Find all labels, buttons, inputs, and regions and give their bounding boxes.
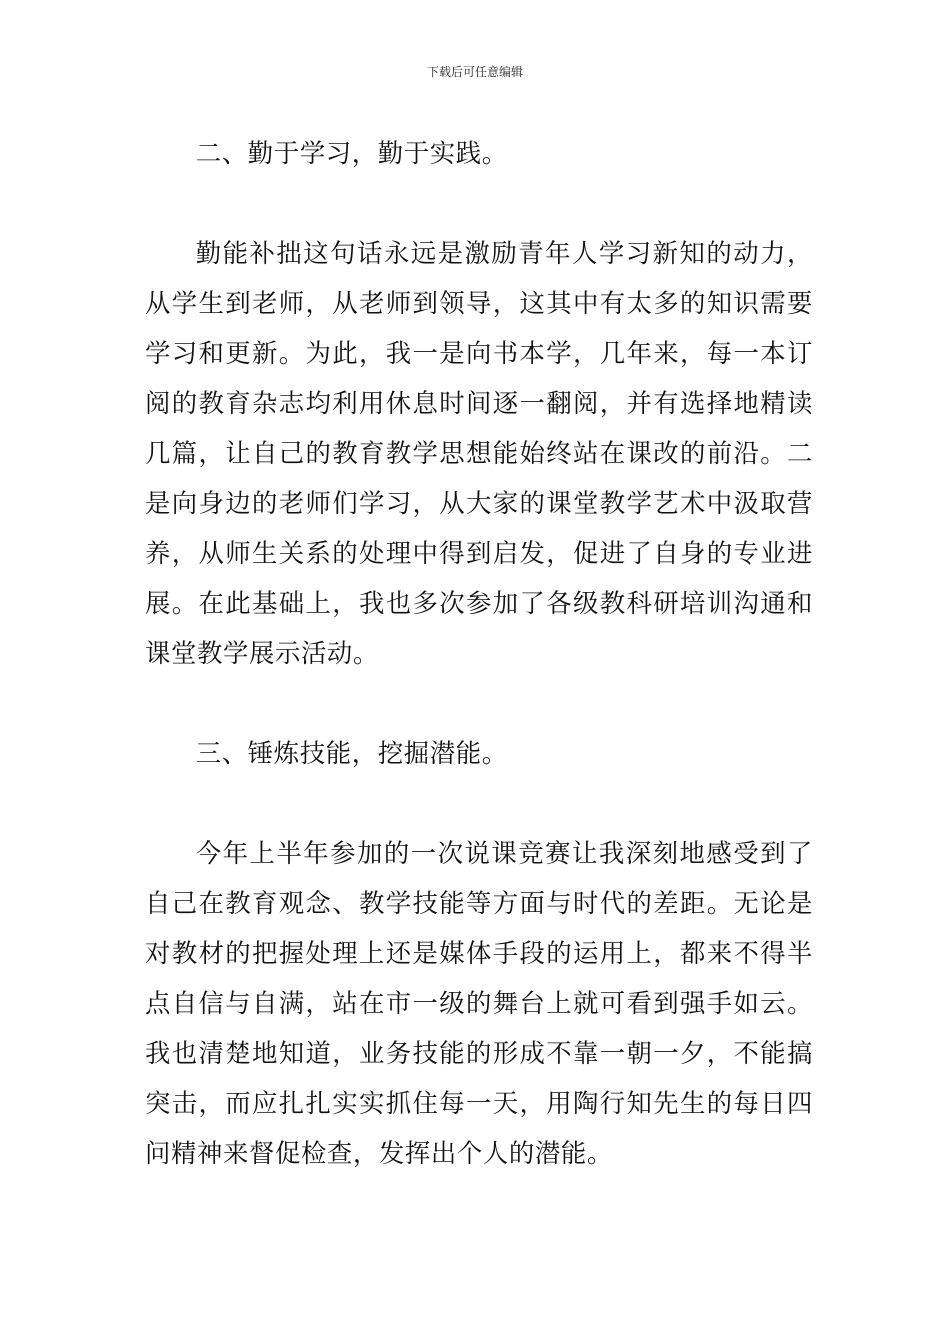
section-heading-1: 二、勤于学习，勤于实践。 (195, 138, 508, 168)
header-note: 下载后可任意编辑 (426, 65, 523, 79)
document-body (145, 128, 813, 1178)
section-paragraph-1: 勤能补拙这句话永远是激励青年人学习新知的动力，从学生到老师，从老师到领导，这其中有太多的知识需要学习和更新。为此，我一是向书本学，几年来，每一本订阅的教育杂志均利用休息时间逐一翻阅，并有选择地精读几篇，让自己的教育教学思想能始终站在课改的前沿。二是向身边的老师们学习，从大家的课堂教学艺术中汲取营养，从师生关系的处理中得到启发，促进了自身的专业进展。在此基础上，我也多次参加了各级教科研培训沟通和课堂教学展示活动。 (145, 238, 813, 668)
section-heading-2: 三、锤炼技能，挖掘潜能。 (195, 738, 508, 768)
section-paragraph-2: 今年上半年参加的一次说课竞赛让我深刻地感受到了自己在教育观念、教学技能等方面与时代的差距。无论是对教材的把握处理上还是媒体手段的运用上，都来不得半点自信与自满，站在市一级的舞台上就可看到强手如云。我也清楚地知道，业务技能的形成不靠一朝一夕，不能搞突击，而应扎扎实实抓住每一天，用陶行知先生的每日四问精神来督促检查，发挥出个人的潜能。 (145, 838, 813, 1168)
